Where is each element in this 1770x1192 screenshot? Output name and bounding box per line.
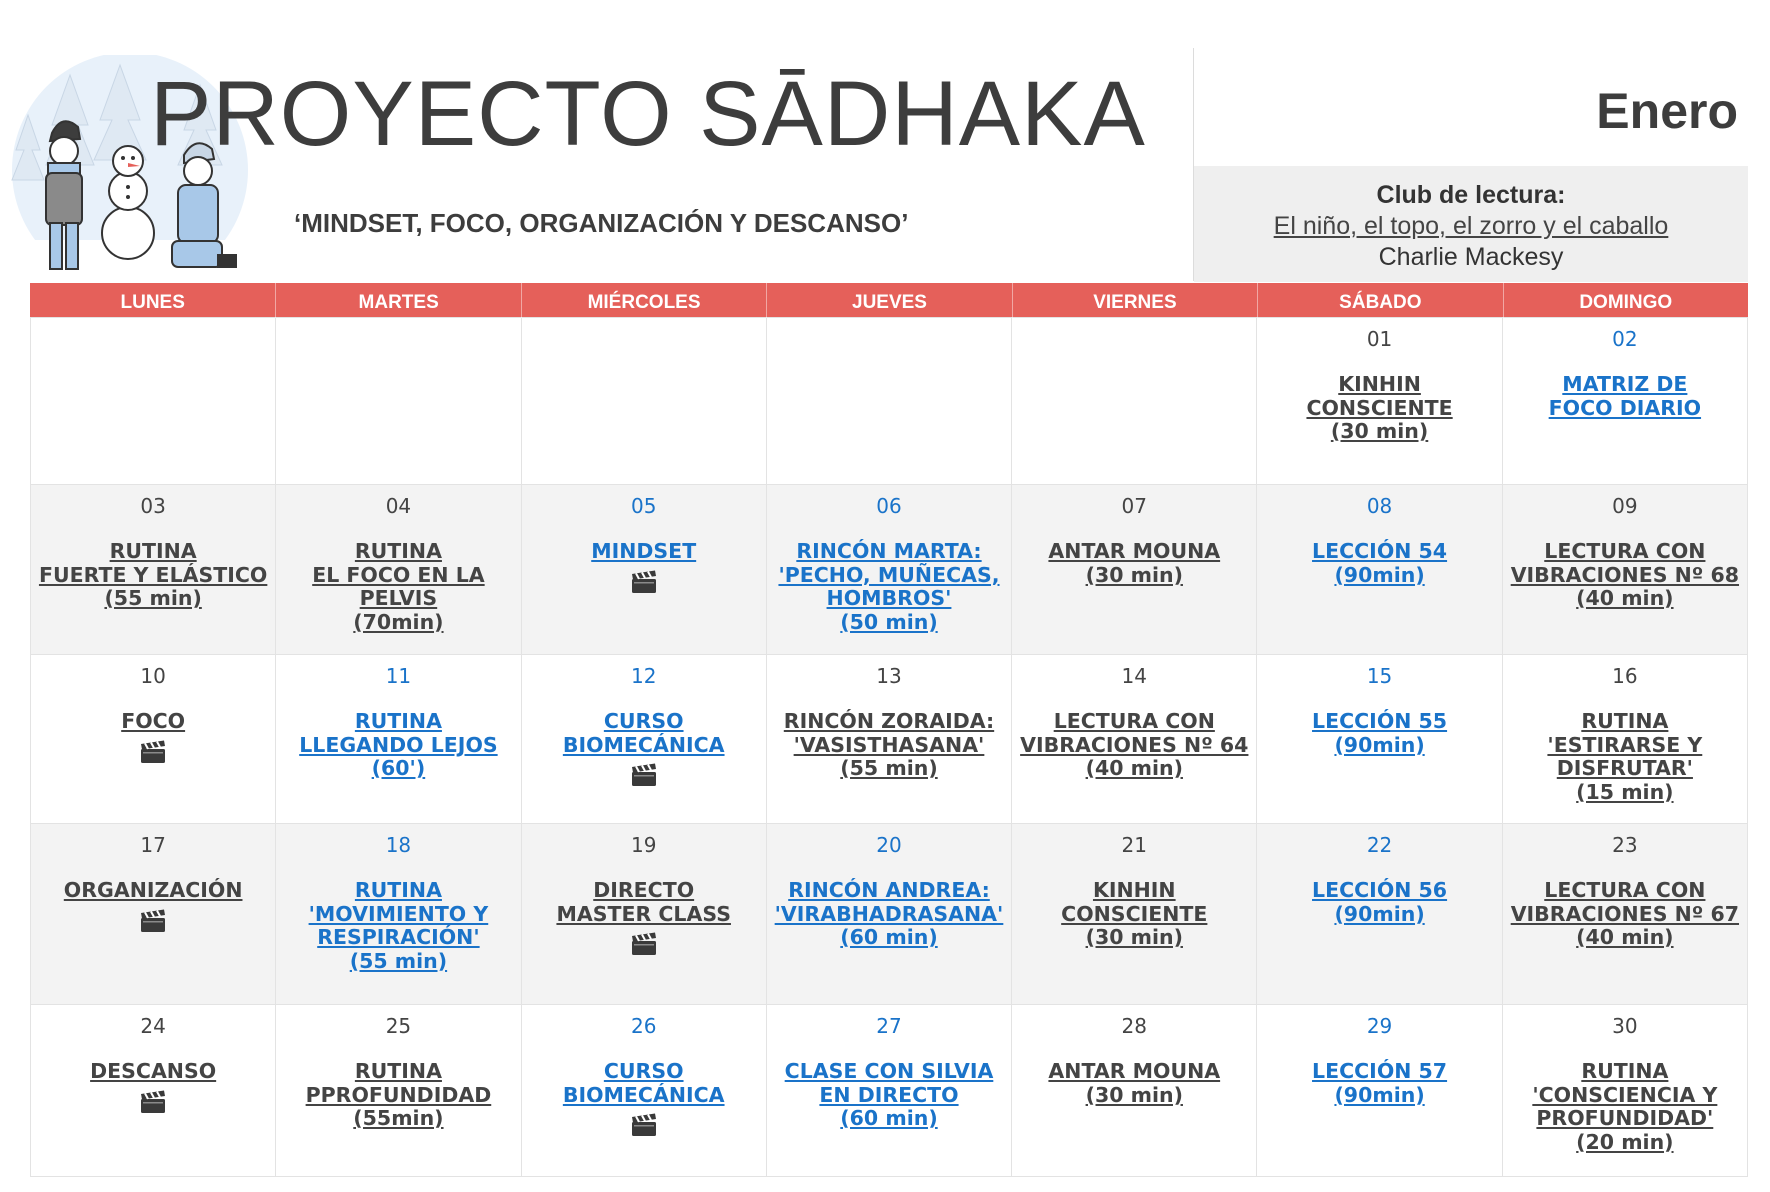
event-text-line: MINDSET	[591, 539, 697, 563]
event-text-line: (40 min)	[1576, 586, 1674, 610]
weekday-monday: LUNES	[120, 292, 185, 313]
day-number: 05	[630, 494, 657, 518]
day-number: 02	[1612, 327, 1638, 351]
event-text-line: RINCÓN ANDREA:	[788, 878, 990, 902]
calendar-day-cell	[276, 1005, 521, 1177]
event-title[interactable]	[1012, 540, 1256, 587]
calendar-day-cell	[767, 1005, 1012, 1177]
day-number: 25	[385, 1014, 412, 1038]
weekday-friday: VIERNES	[1012, 283, 1257, 323]
event-text-line: (50 min)	[840, 609, 938, 634]
clapperboard-icon	[631, 763, 657, 787]
day-number: 13	[876, 664, 902, 688]
event-text-line: RINCÓN MARTA:	[796, 539, 982, 563]
event-link[interactable]	[1257, 1060, 1501, 1107]
event-text-line: 'PECHO, MUÑECAS,	[778, 562, 1000, 587]
event-text-line: RINCÓN ZORAIDA:	[783, 709, 995, 733]
day-number: 07	[1121, 494, 1147, 518]
day-number: 28	[1121, 1014, 1147, 1038]
day-number: 26	[630, 1014, 657, 1038]
event-text-line: (55 min)	[349, 948, 448, 973]
event-text-line: MATRIZ DE	[1562, 372, 1688, 396]
page-title: PROYECTO SĀDHAKA	[150, 63, 1146, 165]
event-text-line: (15 min)	[1576, 779, 1674, 804]
day-number	[276, 326, 520, 352]
month-label: Enero	[1596, 83, 1738, 139]
event-text-line: FUERTE Y ELÁSTICO	[38, 562, 268, 587]
event-text-line: ANTAR MOUNA	[1048, 1059, 1221, 1083]
calendar-empty-cell	[767, 318, 1012, 485]
calendar-day-cell	[1503, 655, 1748, 824]
event-link[interactable]	[1503, 373, 1747, 420]
event-text-line: (55 min)	[840, 756, 938, 780]
event-text-line: (90min)	[1334, 562, 1425, 587]
day-number: 29	[1366, 1014, 1393, 1038]
clapperboard-icon	[631, 570, 657, 594]
page-subtitle: ‘MINDSET, FOCO, ORGANIZACIÓN Y DESCANSO’	[294, 208, 909, 238]
day-number	[767, 326, 1011, 352]
event-text-line: CLASE CON SILVIA	[784, 1059, 994, 1083]
clapperboard-icon	[631, 1113, 657, 1137]
event-text-line: (40 min)	[1085, 756, 1183, 780]
calendar-day-cell	[767, 824, 1012, 1005]
event-link[interactable]	[1257, 710, 1501, 757]
event-link[interactable]	[522, 540, 766, 564]
event-text-line: CONSCIENTE	[1061, 901, 1208, 926]
event-text-line: LECCIÓN 57	[1312, 1059, 1448, 1083]
event-text-line: EL FOCO EN LA	[312, 562, 485, 587]
day-number: 19	[630, 833, 657, 857]
event-title[interactable]	[1012, 710, 1256, 781]
clapperboard-icon	[631, 932, 657, 956]
event-text-line: EN DIRECTO	[819, 1082, 959, 1107]
event-text-line: (30 min)	[1085, 562, 1183, 587]
event-text-line: MASTER CLASS	[556, 901, 731, 926]
event-text-line: 'CONSCIENCIA Y	[1532, 1082, 1718, 1107]
event-link[interactable]	[522, 1060, 766, 1107]
event-text-line: 'VIRABHADRASANA'	[774, 901, 1004, 926]
event-text-line: LECTURA CON	[1544, 878, 1706, 902]
event-text-line: HOMBROS'	[826, 586, 952, 610]
calendar-day-cell	[1012, 655, 1257, 824]
calendar-day-cell	[1012, 485, 1257, 655]
event-text-line: VIBRACIONES Nº 67	[1510, 901, 1740, 926]
event-text-line: RUTINA	[109, 539, 197, 563]
day-number: 04	[385, 494, 412, 518]
calendar-day-cell	[522, 485, 767, 655]
calendar-empty-cell	[522, 318, 767, 485]
day-number: 12	[630, 664, 657, 688]
event-text-line: (90min)	[1334, 732, 1425, 757]
event-title[interactable]	[1012, 1060, 1256, 1107]
day-number: 27	[876, 1014, 902, 1038]
weekday-tuesday: MARTES	[275, 283, 520, 323]
day-number: 01	[1366, 327, 1393, 351]
event-text-line: (70min)	[353, 609, 444, 634]
calendar-day-cell	[1257, 655, 1502, 824]
event-text-line: PROFUNDIDAD'	[1536, 1106, 1714, 1130]
event-text-line: PPROFUNDIDAD	[305, 1082, 492, 1107]
reading-club-box	[1194, 166, 1748, 282]
event-text-line: DESCANSO	[90, 1059, 217, 1083]
event-text-line: (30 min)	[1085, 1082, 1183, 1107]
calendar-day-cell	[276, 824, 521, 1005]
day-number: 10	[140, 664, 166, 688]
event-text-line: 'MOVIMIENTO Y	[308, 901, 489, 926]
day-number: 03	[140, 494, 166, 518]
event-title[interactable]	[1503, 1060, 1747, 1154]
event-text-line: RUTINA	[1581, 1059, 1669, 1083]
event-text-line: ORGANIZACIÓN	[63, 878, 243, 902]
day-number: 18	[385, 833, 412, 857]
event-text-line: (90min)	[1334, 901, 1425, 926]
monthly-calendar	[30, 283, 1748, 1177]
weekday-header-bar	[30, 283, 1748, 317]
calendar-day-cell	[1503, 1005, 1748, 1177]
event-text-line: BIOMECÁNICA	[562, 732, 725, 757]
event-text-line: LLEGANDO LEJOS	[299, 732, 498, 757]
clapperboard-icon	[140, 909, 166, 933]
event-link[interactable]	[767, 1060, 1011, 1131]
calendar-day-cell	[1012, 824, 1257, 1005]
clapperboard-icon	[140, 740, 166, 764]
calendar-day-cell	[1012, 1005, 1257, 1177]
event-text-line: LECCIÓN 56	[1312, 878, 1448, 902]
event-text-line: (30 min)	[1330, 419, 1429, 443]
event-title[interactable]	[31, 540, 275, 611]
event-text-line: RUTINA	[354, 539, 442, 563]
event-title[interactable]	[1257, 373, 1501, 444]
event-text-line: VIBRACIONES Nº 64	[1020, 732, 1249, 757]
event-text-line: CONSCIENTE	[1306, 395, 1453, 420]
calendar-day-cell	[31, 824, 276, 1005]
event-link[interactable]	[1257, 879, 1501, 926]
event-link[interactable]	[276, 710, 520, 781]
event-text-line: DIRECTO	[593, 878, 695, 902]
event-text-line: LECCIÓN 54	[1312, 539, 1448, 563]
day-number	[522, 326, 766, 352]
calendar-day-cell	[1257, 485, 1502, 655]
event-title[interactable]	[1503, 540, 1747, 611]
day-number: 11	[385, 664, 412, 688]
event-title[interactable]	[1503, 710, 1747, 804]
calendar-day-cell	[522, 655, 767, 824]
reading-club-author: Charlie Mackesy	[1378, 243, 1564, 271]
reading-club-book-link[interactable]: El niño, el topo, el zorro y el caballo	[1273, 212, 1669, 240]
calendar-day-cell	[276, 655, 521, 824]
page-header	[0, 0, 1770, 285]
event-text-line: ANTAR MOUNA	[1048, 539, 1221, 563]
day-number: 17	[140, 833, 166, 857]
calendar-grid	[30, 317, 1748, 1177]
event-title[interactable]	[276, 540, 520, 634]
event-text-line: LECTURA CON	[1544, 539, 1706, 563]
day-number: 16	[1612, 664, 1638, 688]
event-text-line: (60 min)	[840, 1106, 938, 1130]
event-title[interactable]	[276, 1060, 520, 1131]
calendar-empty-cell	[1012, 318, 1257, 485]
day-number: 08	[1366, 494, 1393, 518]
event-text-line: KINHIN	[1092, 878, 1176, 902]
calendar-day-cell	[1257, 1005, 1502, 1177]
event-title[interactable]	[522, 879, 766, 926]
day-number: 24	[140, 1014, 166, 1038]
event-text-line: RUTINA	[354, 709, 442, 733]
calendar-day-cell	[1503, 824, 1748, 1005]
event-text-line: 'VASISTHASANA'	[793, 732, 985, 757]
event-title[interactable]	[767, 710, 1011, 781]
day-number: 14	[1121, 664, 1147, 688]
event-link[interactable]	[276, 879, 520, 973]
event-text-line: KINHIN	[1338, 372, 1421, 396]
weekday-thursday: JUEVES	[766, 283, 1011, 323]
event-link[interactable]	[1257, 540, 1501, 587]
event-link[interactable]	[522, 710, 766, 757]
event-text-line: 'ESTIRARSE Y	[1547, 732, 1703, 757]
event-text-line: VIBRACIONES Nº 68	[1510, 562, 1740, 587]
event-text-line: (30 min)	[1085, 925, 1183, 949]
event-text-line: LECTURA CON	[1053, 709, 1215, 733]
event-title[interactable]	[31, 879, 275, 903]
event-title[interactable]	[1012, 879, 1256, 950]
day-number: 21	[1121, 833, 1147, 857]
calendar-day-cell	[1257, 318, 1502, 485]
day-number: 23	[1612, 833, 1638, 857]
day-number: 20	[876, 833, 902, 857]
event-text-line: (55min)	[353, 1106, 444, 1130]
event-text-line: (90min)	[1334, 1082, 1425, 1107]
event-text-line: (40 min)	[1576, 925, 1674, 949]
event-text-line: FOCO	[121, 709, 186, 733]
calendar-day-cell	[1503, 485, 1748, 655]
day-number: 09	[1612, 494, 1638, 518]
event-text-line: RUTINA	[1581, 709, 1669, 733]
event-text-line: (20 min)	[1576, 1129, 1674, 1154]
event-text-line: LECCIÓN 55	[1312, 709, 1448, 733]
day-number: 22	[1366, 833, 1393, 857]
day-number	[31, 326, 275, 352]
calendar-day-cell	[31, 1005, 276, 1177]
weekday-saturday: SÁBADO	[1257, 283, 1502, 323]
event-text-line: BIOMECÁNICA	[562, 1082, 725, 1107]
day-number: 06	[876, 494, 902, 518]
clapperboard-icon	[140, 1090, 166, 1114]
calendar-day-cell	[522, 1005, 767, 1177]
event-text-line: DISFRUTAR'	[1556, 756, 1693, 780]
event-text-line: (55 min)	[104, 586, 202, 610]
calendar-day-cell	[31, 655, 276, 824]
event-title[interactable]	[31, 710, 275, 734]
calendar-day-cell	[767, 655, 1012, 824]
event-text-line: CURSO	[603, 1059, 684, 1083]
calendar-day-cell	[31, 485, 276, 655]
event-text-line: RUTINA	[354, 1059, 442, 1083]
event-text-line: (60')	[371, 756, 426, 780]
calendar-day-cell	[276, 485, 521, 655]
event-text-line: PELVIS	[359, 586, 438, 610]
calendar-empty-cell	[31, 318, 276, 485]
event-link[interactable]	[767, 540, 1011, 634]
event-text-line: FOCO DIARIO	[1548, 395, 1702, 420]
event-text-line: RESPIRACIÓN'	[317, 925, 480, 949]
event-text-line: RUTINA	[354, 878, 442, 902]
day-number: 30	[1612, 1014, 1638, 1038]
weekday-wednesday: MIÉRCOLES	[521, 283, 766, 323]
calendar-day-cell	[767, 485, 1012, 655]
reading-club-title: Club de lectura:	[1376, 181, 1566, 209]
weekday-sunday: DOMINGO	[1503, 283, 1748, 323]
event-text-line: (60 min)	[840, 925, 938, 949]
day-number: 15	[1366, 664, 1393, 688]
calendar-empty-cell	[276, 318, 521, 485]
calendar-day-cell	[1257, 824, 1502, 1005]
event-link[interactable]	[767, 879, 1011, 950]
day-number	[1012, 326, 1256, 352]
calendar-day-cell	[1503, 318, 1748, 485]
event-title[interactable]	[31, 1060, 275, 1084]
calendar-day-cell	[522, 824, 767, 1005]
event-text-line: CURSO	[603, 709, 684, 733]
event-title[interactable]	[1503, 879, 1747, 950]
